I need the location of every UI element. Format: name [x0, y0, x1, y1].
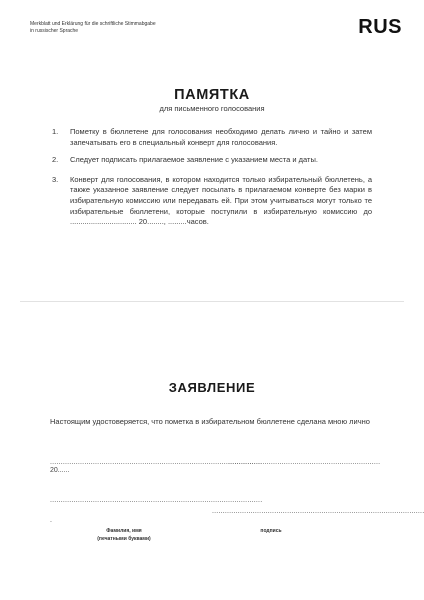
memo-title: ПАМЯТКА	[174, 87, 250, 103]
year-field[interactable]: 20......	[50, 467, 70, 474]
name-label-line1: Фамилия, имя	[106, 528, 142, 534]
memo-item-number: 3.	[52, 174, 59, 184]
statement-title: ЗАЯВЛЕНИЕ	[168, 380, 256, 395]
header-note-line2: in russischer Sprache	[30, 28, 79, 34]
memo-item	[52, 175, 372, 228]
date-field-left[interactable]: ...................................................................................................	[50, 459, 263, 466]
name-label-line2: (печатными буквами)	[97, 536, 151, 542]
name-field[interactable]: ...................................................................................................	[50, 497, 263, 504]
memo-item-number: 1.	[52, 127, 59, 136]
memo-item-text: Пометку в бюллетене для голосования необходимо делать лично и тайно и затем запечатывать его в специальный конверт для голосования.	[70, 127, 372, 147]
name-label	[84, 527, 164, 543]
memo-item	[52, 127, 372, 148]
section-divider	[20, 301, 404, 302]
dot-mark: .	[50, 517, 52, 524]
header-note	[30, 21, 200, 35]
signature-label: подпись	[260, 528, 282, 534]
memo-item	[52, 155, 372, 166]
language-code: RUS	[358, 16, 402, 38]
header-note-line1: Merkblatt und Erklärung für die schriftliche Stimmabgabe	[30, 21, 156, 27]
date-field-right[interactable]: .......................................................................	[228, 459, 381, 466]
memo-item-number: 2.	[52, 155, 59, 165]
memo-item-text: Конверт для голосования, в котором находится только избирательный бюллетень, а также указанное заявление следует посылать в прилагаемом конверте без марки в избирательную комиссию или передавать ей. При этом учитываться могут только те избирательные бюллетени, которые поступили в избирательную комиссию до ................................ 20........, .........часов.	[70, 174, 372, 227]
memo-item-text: Следует подписать прилагаемое заявление с указанием места и даты.	[70, 155, 318, 165]
memo-list	[52, 127, 372, 228]
signature-field[interactable]: ...................................................................................................	[212, 508, 424, 515]
statement-text: Настоящим удостоверяется, что пометка в избирательном бюллетене сделана мною лично	[50, 417, 370, 426]
memo-subtitle: для письменного голосования	[159, 104, 265, 113]
